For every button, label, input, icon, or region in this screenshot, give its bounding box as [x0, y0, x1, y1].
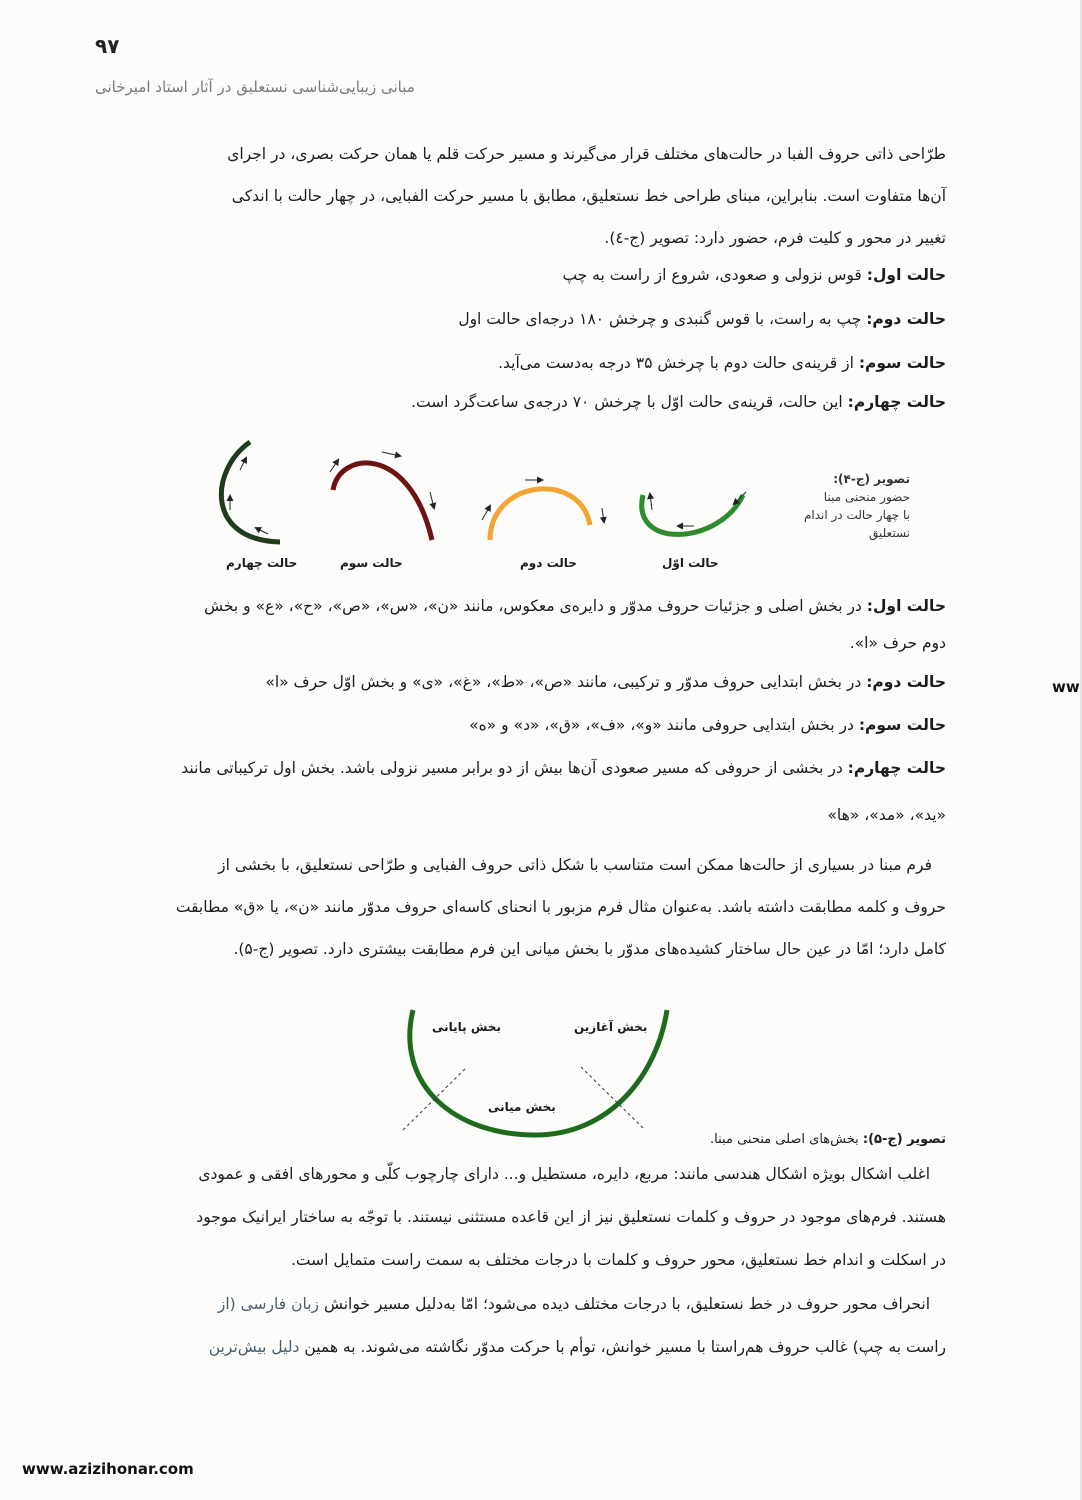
- state-b-1-label: حالت اول:: [866, 597, 946, 615]
- state-b-1-text: در بخش اصلی و جزئیات حروف مدوّر و دایره‌ی معکوس، مانند «ن»، «س»، «ص»، «ح»، «ع» و بخش: [204, 597, 862, 615]
- state-a-1-text: قوس نزولی و صعودی، شروع از راست به چپ: [562, 266, 862, 284]
- para-2-line-2: حروف و کلمه مطابقت داشته باشد. به‌عنوان مثال فرم مزبور با انحنای کاسه‌ای حروف مدوّر مانند «ن»، یا «ق» مطابقت: [175, 898, 946, 916]
- intro-line-2: آن‌ها متفاوت است. بنابراین، مبنای طراحی خط نستعلیق، مطابق با مسیر حرکت الفبایی، در چهار حالت با اندکی: [231, 187, 946, 205]
- curve-state-1: [642, 495, 743, 534]
- state-a-3: [110, 354, 946, 372]
- state-a-3-label: حالت سوم:: [858, 354, 946, 372]
- intro-line-3: تغییر در محور و کلیت فرم، حضور دارد: تصویر (ج-٤).: [604, 229, 946, 247]
- para-4-line-2: [110, 1338, 946, 1356]
- figure-1-label-fourth: حالت چهارم: [226, 556, 298, 570]
- state-b-1-line-2: دوم حرف «ا».: [849, 634, 946, 652]
- state-b-4-line-2: «ید»، «مد»، «ها»: [827, 806, 946, 824]
- para-4-line-2-main: راست به چپ) غالب حروف هم‌راستا با مسیر خوانش، توأم با حرکت مدوّر نگاشته می‌شوند. به همین: [304, 1338, 946, 1356]
- state-b-2-text: در بخش ابتدایی حروف مدوّر و ترکیبی، مانند «ص»، «ط»، «غ»، «ی» و بخش اوّل حرف «ا»: [265, 673, 862, 691]
- figure-2-caption: [710, 1132, 946, 1147]
- state-b-2: [110, 673, 946, 691]
- figure-1-caption-title: تصویر (ج-۴):: [833, 472, 910, 486]
- state-a-1: [110, 266, 946, 284]
- figure-2-label-start: بخش آغازین: [574, 1020, 648, 1034]
- state-b-3: [110, 716, 946, 734]
- arrow-state-2-a: [482, 506, 490, 520]
- arrow-state-4-a: [240, 458, 246, 470]
- curve-state-3: [333, 463, 432, 540]
- arrow-state-1-a: [650, 494, 652, 510]
- figure-1-caption-line-1: حضور منحنی مبنا: [823, 490, 910, 504]
- state-a-2-text: چپ به راست، با قوس گنبدی و چرخش ۱۸۰ درجه‌ای حالت اول: [458, 310, 862, 328]
- figure-1-caption: [780, 470, 910, 542]
- website-watermark: www.azizihonar.com: [22, 1460, 194, 1478]
- para-3-line-3: در اسکلت و اندام خط نستعلیق، محور حروف و کلمات با درجات مختلف به سمت راست متمایل است.: [290, 1251, 946, 1269]
- figure-1-label-first: حالت اوّل: [662, 556, 719, 570]
- para-4-line-2-tinted: دلیل بیش‌ترین: [208, 1338, 300, 1356]
- state-b-3-text: در بخش ابتدایی حروفی مانند «و»، «ف»، «ق»، «د» و «ه»: [469, 716, 854, 734]
- state-a-1-label: حالت اول:: [866, 266, 946, 284]
- state-b-1-line-1: [110, 597, 946, 615]
- para-2-line-1: فرم مبنا در بسیاری از حالت‌ها ممکن است متناسب با شکل ذاتی حروف الفبایی و طرّاحی نستعلیق، با بخشی از: [218, 856, 932, 874]
- para-4-line-1-tinted: زبان فارسی (از: [217, 1295, 319, 1313]
- intro-line-1: طرّاحی ذاتی حروف الفبا در حالت‌های مختلف قرار می‌گیرند و مسیر حرکت قلم یا همان حرکت بصری، در اجرای: [227, 145, 946, 163]
- arrow-state-3-b: [382, 452, 400, 456]
- figure-2-caption-text: بخش‌های اصلی منحنی مبنا.: [710, 1132, 859, 1147]
- figure-1-label-third: حالت سوم: [340, 556, 403, 570]
- para-4-line-1: [110, 1295, 930, 1313]
- page-number: ۹۷: [95, 34, 120, 58]
- figure-1-caption-line-3: نستعلیق: [868, 526, 910, 540]
- running-head: مبانی زیبایی‌شناسی نستعلیق در آثار استاد امیرخانی: [95, 78, 415, 96]
- curve-state-2: [490, 489, 590, 540]
- state-a-2-label: حالت دوم:: [866, 310, 946, 328]
- figure-1-caption-line-2: با چهار حالت در اندام: [803, 508, 910, 522]
- state-b-4-line-1: [110, 759, 946, 777]
- state-a-3-text: از قرینه‌ی حالت دوم با چرخش ۳۵ درجه به‌دست می‌آید.: [498, 354, 854, 372]
- figure-2-label-middle: بخش میانی: [488, 1100, 556, 1114]
- arrow-state-3-a: [330, 460, 338, 472]
- arrow-state-3-c: [430, 492, 434, 508]
- state-a-4-text: این حالت، قرینه‌ی حالت اوّل با چرخش ۷۰ درجه‌ی ساعت‌گرد است.: [411, 393, 843, 411]
- state-a-2: [110, 310, 946, 328]
- state-a-4-label: حالت چهارم:: [847, 393, 946, 411]
- para-4-line-1-main: انحراف محور حروف در خط نستعلیق، با درجات مختلف دیده می‌شود؛ امّا به‌دلیل مسیر خوانش: [323, 1295, 930, 1313]
- curve-state-4: [221, 442, 280, 542]
- state-b-2-label: حالت دوم:: [866, 673, 946, 691]
- state-b-4-text: در بخشی از حروفی که مسیر صعودی آن‌ها بیش از دو برابر مسیر نزولی باشد. بخش اول ترکیباتی مانند: [181, 759, 843, 777]
- para-3-line-2: هستند. فرم‌های موجود در حروف و کلمات نستعلیق نیز از این قاعده مستثنی نیستند. با توجّه به ساختار ایرانیک موجود: [196, 1208, 946, 1226]
- figure-1-curves: [200, 430, 760, 565]
- state-b-4-label: حالت چهارم:: [847, 759, 946, 777]
- side-watermark: ww: [1052, 678, 1080, 696]
- para-3-line-1: اغلب اشکال بویژه اشکال هندسی مانند: مربع، دایره، مستطیل و... دارای چارچوب کلّی و محورهای افقی و عمودی: [198, 1165, 930, 1183]
- state-b-3-label: حالت سوم:: [858, 716, 946, 734]
- para-2-line-3: کامل دارد؛ امّا در عین حال ساختار کشیده‌های مدوّر با بخش میانی این فرم مطابقت بیشتری دارد. تصویر (ج-۵).: [233, 940, 946, 958]
- figure-2-label-end: بخش پایانی: [432, 1020, 501, 1034]
- arrow-state-4-c: [256, 528, 268, 534]
- figure-2-caption-title: تصویر (ج-۵):: [862, 1132, 946, 1147]
- arrow-state-2-c: [602, 508, 604, 522]
- figure-2-divider-left: [403, 1067, 467, 1130]
- figure-1-label-second: حالت دوم: [520, 556, 577, 570]
- state-a-4: [110, 393, 946, 411]
